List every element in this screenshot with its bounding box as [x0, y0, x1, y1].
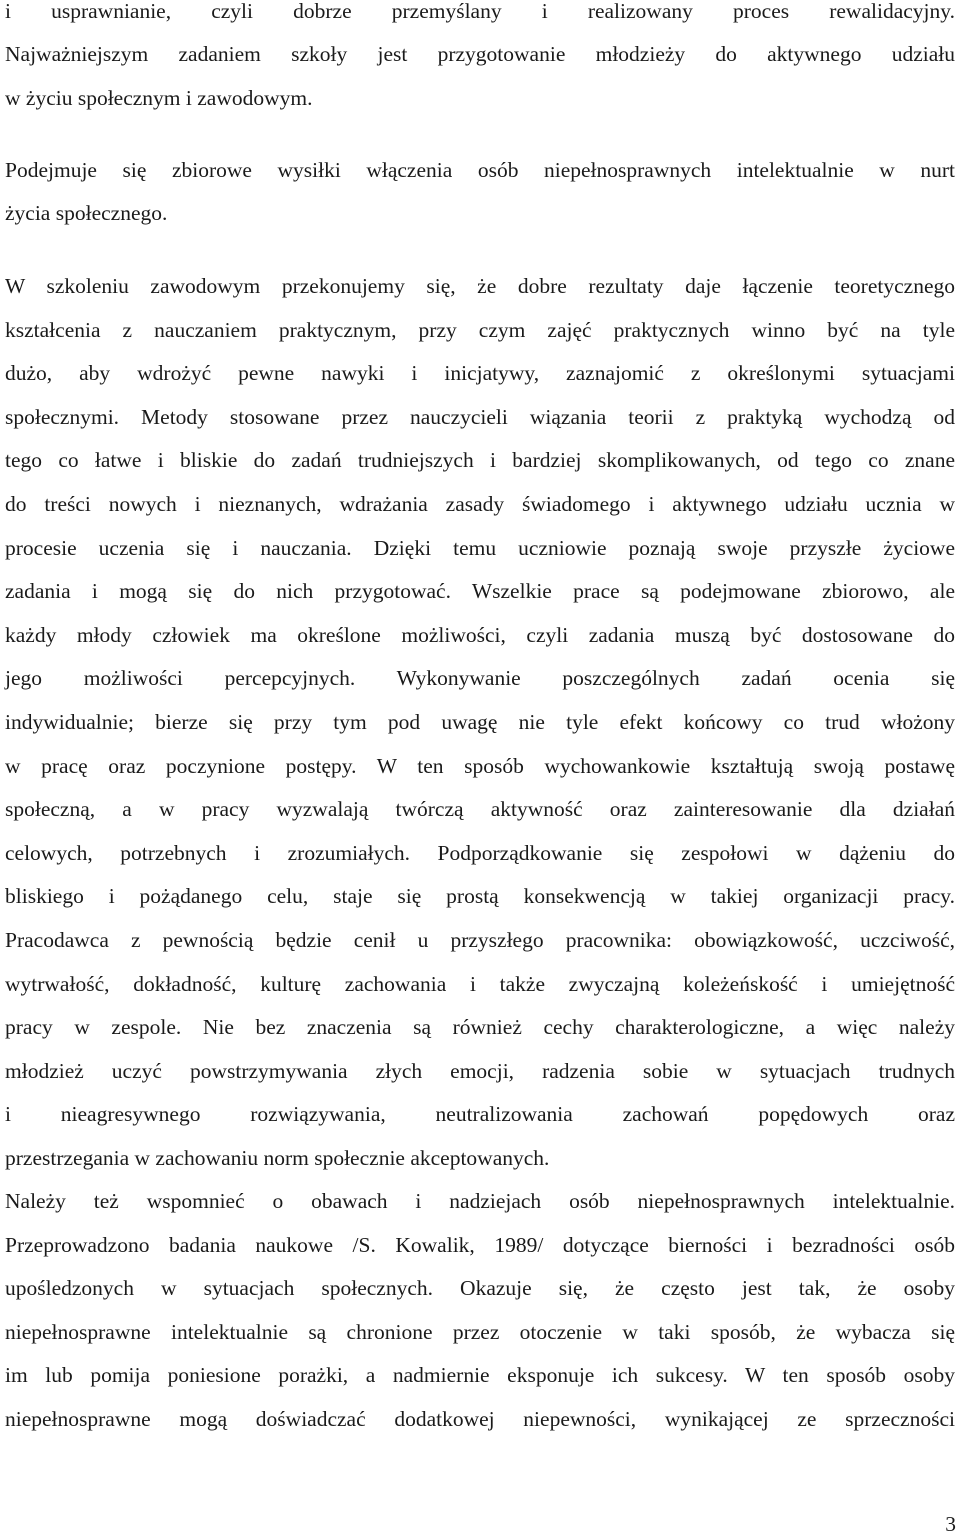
text-line: bliskiego i pożądanego celu, staje się prostą konsekwencją w takiej organizacji pracy.	[5, 884, 955, 908]
text-line: im lub pomija poniesione porażki, a nadmiernie eksponuje ich sukcesy. W ten sposób osoby	[5, 1363, 955, 1387]
text-line: społeczną, a w pracy wyzwalają twórczą aktywność oraz zainteresowanie dla działań	[5, 797, 955, 821]
text-line: Przeprowadzono badania naukowe /S. Kowalik, 1989/ dotyczące bierności i bezradności osób	[5, 1233, 955, 1257]
text-line: Najważniejszym zadaniem szkoły jest przygotowanie młodzieży do aktywnego udziału	[5, 42, 955, 66]
text-line: zadania i mogą się do nich przygotować. Wszelkie prace są podejmowane zbiorowo, ale	[5, 579, 955, 603]
text-line: w życiu społecznym i zawodowym.	[5, 86, 313, 110]
text-line: indywidualnie; bierze się przy tym pod uwagę nie tyle efekt końcowy co trud włożony	[5, 710, 955, 734]
text-line: pracy w zespole. Nie bez znaczenia są również cechy charakterologiczne, a więc należy	[5, 1015, 955, 1039]
text-line: tego co łatwe i bliskie do zadań trudniejszych i bardziej skomplikowanych, od tego co znane	[5, 448, 955, 472]
text-line: Należy też wspomnieć o obawach i nadziejach osób niepełnosprawnych intelektualnie.	[5, 1189, 955, 1213]
text-line: i nieagresywnego rozwiązywania, neutralizowania zachowań popędowych oraz	[5, 1102, 955, 1126]
text-line: do treści nowych i nieznanych, wdrażania zasady świadomego i aktywnego udziału ucznia w	[5, 492, 955, 516]
text-line: dużo, aby wdrożyć pewne nawyki i inicjatywy, zaznajomić z określonymi sytuacjami	[5, 361, 955, 385]
text-line: procesie uczenia się i nauczania. Dzięki temu uczniowie poznają swoje przyszłe życiowe	[5, 536, 955, 560]
text-line: upośledzonych w sytuacjach społecznych. Okazuje się, że często jest tak, że osoby	[5, 1276, 955, 1300]
text-line: społecznymi. Metody stosowane przez nauczycieli wiązania teorii z praktyką wychodzą od	[5, 405, 955, 429]
text-line: życia społecznego.	[5, 201, 168, 225]
text-line: celowych, potrzebnych i zrozumiałych. Podporządkowanie się zespołowi w dążeniu do	[5, 841, 955, 865]
text-line: młodzież uczyć powstrzymywania złych emocji, radzenia sobie w sytuacjach trudnych	[5, 1059, 955, 1083]
text-line: w pracę oraz poczynione postępy. W ten sposób wychowankowie kształtują swoją postawę	[5, 754, 955, 778]
text-line: niepełnosprawne intelektualnie są chronione przez otoczenie w taki sposób, że wybacza się	[5, 1320, 955, 1344]
text-line: kształcenia z nauczaniem praktycznym, przy czym zajęć praktycznych winno być na tyle	[5, 318, 955, 342]
text-line: Pracodawca z pewnością będzie cenił u przyszłego pracownika: obowiązkowość, uczciwość,	[5, 928, 955, 952]
text-line: wytrwałość, dokładność, kulturę zachowania i także zwyczajną koleżeńskość i umiejętność	[5, 972, 955, 996]
text-line: i usprawnianie, czyli dobrze przemyślany i realizowany proces rewalidacyjny.	[5, 0, 955, 23]
text-line: jego możliwości percepcyjnych. Wykonywanie poszczególnych zadań ocenia się	[5, 666, 955, 690]
text-line: Podejmuje się zbiorowe wysiłki włączenia osób niepełnosprawnych intelektualnie w nurt	[5, 158, 955, 182]
text-line: niepełnosprawne mogą doświadczać dodatkowej niepewności, wynikającej ze sprzeczności	[5, 1407, 955, 1431]
text-line: W szkoleniu zawodowym przekonujemy się, że dobre rezultaty daje łączenie teoretycznego	[5, 274, 955, 298]
text-line: każdy młody człowiek ma określone możliwości, czyli zadania muszą być dostosowane do	[5, 623, 955, 647]
page-number: 3	[945, 1512, 956, 1536]
text-line: przestrzegania w zachowaniu norm społecznie akceptowanych.	[5, 1146, 550, 1170]
